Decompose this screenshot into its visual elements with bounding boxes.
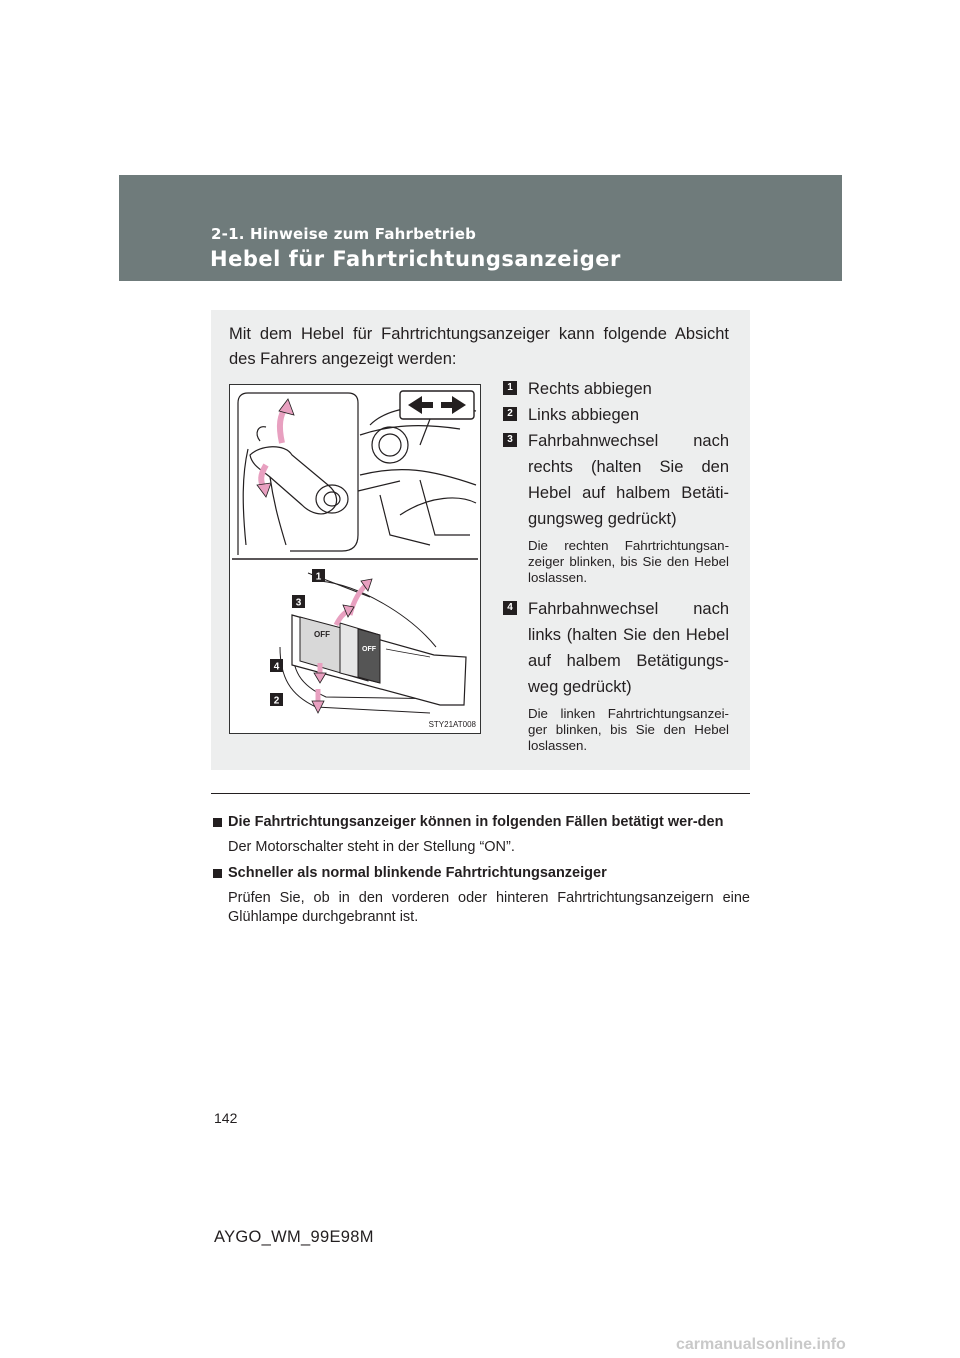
switch-off-label-2: OFF	[362, 646, 376, 653]
info-item	[211, 813, 750, 857]
info-item	[211, 864, 750, 927]
svg-text:1: 1	[315, 571, 322, 583]
bullet-square-icon	[213, 869, 222, 878]
info-text: Prüfen Sie, ob in den vorderen oder hinteren Fahrtrichtungsanzeigern eine Glühlampe durchgebrannt ist.	[228, 890, 750, 925]
page-title: Hebel für Fahrtrichtungsanzeiger	[210, 247, 621, 271]
callout-4	[270, 659, 283, 673]
step-2	[503, 402, 729, 428]
step-1	[503, 376, 729, 402]
info-heading: Schneller als normal blinkende Fahrtrichtungsanzeiger	[228, 865, 607, 881]
info-heading: Die Fahrtrichtungsanzeiger können in folgenden Fällen betätigt wer-den	[228, 814, 724, 830]
info-text: Der Motorschalter steht in der Stellung “ON”.	[228, 839, 515, 855]
lever-switch-drawing	[280, 573, 466, 713]
svg-text:4: 4	[273, 661, 280, 673]
chapter-header	[119, 175, 842, 281]
step-number: 3	[503, 433, 517, 447]
step-number: 2	[503, 407, 517, 421]
figure-code: STY21AT008	[428, 720, 476, 729]
svg-text:3: 3	[295, 597, 302, 609]
page-number: 142	[214, 1110, 238, 1126]
step-3	[503, 428, 729, 532]
step-4	[503, 596, 729, 700]
callout-2	[270, 693, 283, 707]
steps-list	[503, 376, 729, 764]
watermark: carmanualsonline.info	[676, 1336, 846, 1353]
step-number: 1	[503, 381, 517, 395]
step-text: Fahrbahnwechsel nach rechts (halten Sie den Hebel auf halbem Betäti-gungsweg gedrückt)	[528, 432, 729, 528]
step-text: Fahrbahnwechsel nach links (halten Sie den Hebel auf halbem Betätigungs-weg gedrückt)	[528, 600, 729, 696]
left-right-arrow-icon	[400, 391, 474, 445]
bullet-square-icon	[213, 818, 222, 827]
overview-box	[211, 310, 750, 770]
intro-text: Mit dem Hebel für Fahrtrichtungsanzeiger kann folgende Absicht des Fahrers angezeigt werden:	[229, 325, 729, 368]
section-label: 2-1. Hinweise zum Fahrbetrieb	[211, 225, 477, 243]
switch-off-label-1: OFF	[314, 630, 330, 639]
step-note: Die linken Fahrtrichtungsanzei-ger blinken, bis Sie den Hebel loslassen.	[528, 706, 729, 753]
step-text: Links abbiegen	[528, 406, 640, 424]
divider	[211, 793, 750, 794]
callout-3	[292, 595, 305, 609]
info-section	[211, 813, 750, 934]
step-number: 4	[503, 601, 517, 615]
lever-illustration	[229, 384, 481, 734]
svg-text:2: 2	[273, 695, 280, 707]
step-note: Die rechten Fahrtrichtungsan-zeiger blinken, bis Sie den Hebel loslassen.	[528, 538, 729, 585]
step-text: Rechts abbiegen	[528, 380, 652, 398]
footer-code: AYGO_WM_99E98M	[214, 1228, 374, 1246]
callout-1	[312, 569, 325, 583]
